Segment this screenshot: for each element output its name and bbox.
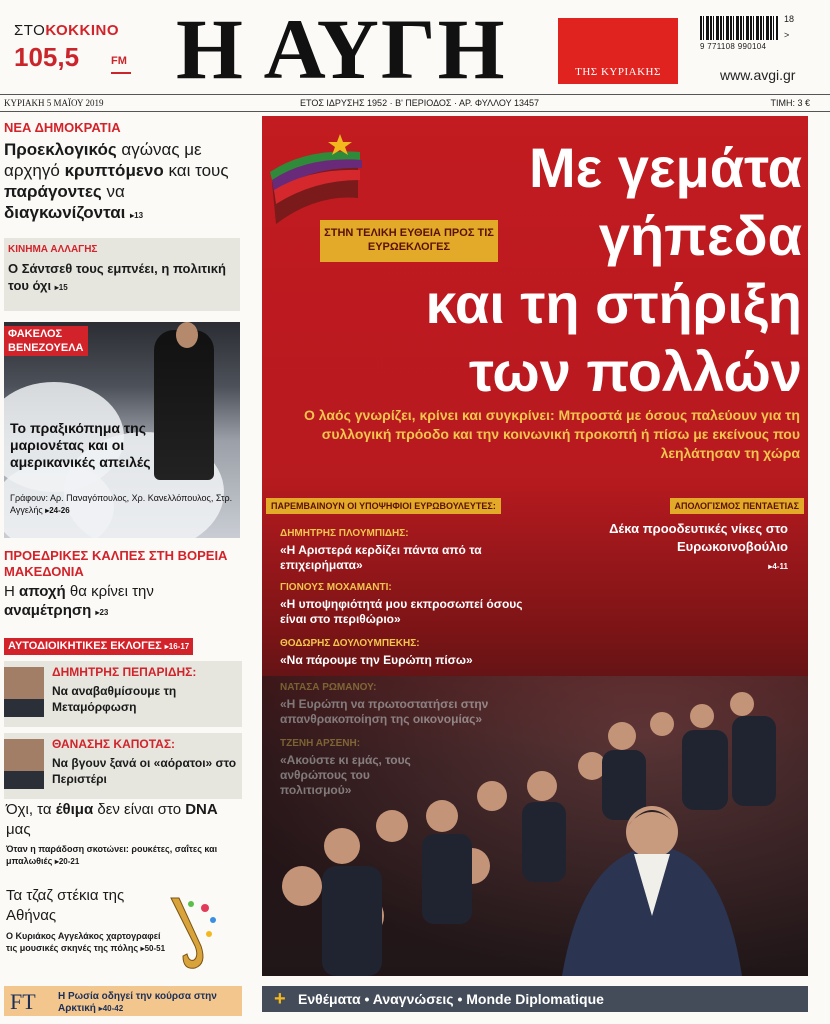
story-customs[interactable] bbox=[6, 800, 242, 868]
story-headline: Το πραξικόπημα της μαριονέτας και οι αμερικανικές απειλές bbox=[10, 420, 151, 470]
story-headline: Προεκλογικός αγώνας με αρχηγό κρυπτόμενο και τους παράγοντες να διαγκωνίζονται ▸13 bbox=[4, 140, 229, 222]
story-kicker: ΚΙΝΗΜΑ ΑΛΛΑΓΗΣ bbox=[8, 244, 98, 255]
issue-info: ΕΤΟΣ ΙΔΡΥΣΗΣ 1952 · Β' ΠΕΡΙΟΔΟΣ · ΑΡ. ΦΥΛΛΟΥ 13457 bbox=[300, 98, 539, 108]
candidate-quote: «Η Αριστερά κερδίζει πάντα από τα επιχειρήματα» bbox=[280, 543, 482, 572]
candidate-name: ΔΗΜΗΤΡΗΣ ΠΛΟΥΜΠΙΔΗΣ: bbox=[280, 528, 409, 539]
story-jazz[interactable] bbox=[6, 886, 242, 955]
story-subhead: Ο Κυριάκος Αγγελάκος χαρτογραφεί τις μουσικές σκηνές της πόλης ▸50-51 bbox=[6, 931, 166, 953]
evaluation-title: Δέκα προοδευτικές νίκες στο Ευρωκοινοβούλιο bbox=[609, 521, 788, 554]
candidate-quote: Να βγουν ξανά οι «αόρατοι» στο Περιστέρι bbox=[52, 756, 237, 786]
candidate-item[interactable] bbox=[4, 733, 242, 799]
radio-band: FM bbox=[111, 55, 127, 67]
headline-line: Με γεμάτα bbox=[528, 136, 802, 199]
page-ref: ▸15 bbox=[54, 283, 68, 292]
page-ref: ▸4-11 bbox=[768, 562, 788, 571]
story-ft[interactable] bbox=[4, 986, 242, 1016]
barcode bbox=[700, 16, 778, 40]
edition-label: ΤΗΣ ΚΥΡΙΑΚΗΣ bbox=[575, 66, 661, 78]
page-ref: ▸24-26 bbox=[45, 506, 70, 515]
story-subhead: Όταν η παράδοση σκοτώνει: ρουκέτες, σαΐτες και μπαλωθιές ▸20-21 bbox=[6, 844, 218, 866]
story-kicker: ΝΕΑ ΔΗΜΟΚΡΑΤΙΑ bbox=[4, 120, 121, 135]
page-ref: ▸40-42 bbox=[98, 1004, 124, 1013]
candidates-tag: ΠΑΡΕΜΒΑΙΝΟΥΝ ΟΙ ΥΠΟΨΗΦΙΟΙ ΕΥΡΩΒΟΥΛΕΥΤΕΣ: bbox=[266, 498, 501, 514]
barcode-number: 9 771108 990104 bbox=[700, 42, 767, 51]
candidate-quote: «Να πάρουμε την Ευρώπη πίσω» bbox=[280, 653, 473, 667]
plus-icon: + bbox=[274, 988, 286, 1010]
section-tag: ΦΑΚΕΛΟΣ ΒΕΝΕΖΟΥΕΛΑ bbox=[4, 326, 88, 356]
crowd-photo bbox=[262, 676, 808, 976]
candidate-item[interactable] bbox=[4, 661, 242, 727]
radio-brand-plain: ΣΤΟ bbox=[14, 22, 46, 39]
page-ref: ▸20-21 bbox=[54, 857, 80, 866]
candidate-name: ΘΟΔΩΡΗΣ ΔΟΥΛΟΥΜΠΕΚΗΣ: bbox=[280, 638, 420, 649]
main-kicker: ΣΤΗΝ ΤΕΛΙΚΗ ΕΥΘΕΙΑ ΠΡΟΣ ΤΙΣ ΕΥΡΩΕΚΛΟΓΕΣ bbox=[320, 220, 498, 262]
issue-price: ΤΙΜΗ: 3 € bbox=[770, 98, 810, 108]
story-headline: Ο Σάντσεθ τους εμπνέει, η πολιτική του όχι ▸15 bbox=[8, 261, 226, 293]
story-headline: Τα τζαζ στέκια της Αθήνας bbox=[6, 887, 125, 924]
headline-line: των πολλών bbox=[468, 340, 802, 403]
story-venezuela[interactable] bbox=[4, 322, 240, 538]
radio-ad[interactable] bbox=[14, 22, 132, 73]
saxophone-icon bbox=[161, 894, 221, 974]
story-headline: Η Ρωσία οδηγεί την κούρσα στην Αρκτική ▸40-42 bbox=[58, 991, 217, 1014]
newspaper-title: Η ΑΥΓΗ bbox=[176, 1, 507, 97]
story-kicker: ΠΡΟΕΔΡΙΚΕΣ ΚΑΛΠΕΣ ΣΤΗ ΒΟΡΕΙΑ ΜΑΚΕΔΟΝΙΑ bbox=[4, 548, 228, 579]
page-ref: ▸13 bbox=[130, 211, 144, 220]
radio-band-underline bbox=[111, 72, 131, 74]
main-headline bbox=[382, 134, 802, 406]
page-ref: ▸23 bbox=[95, 608, 109, 617]
candidate-name: ΓΙΟΝΟΥΣ ΜΟΧΑΜΑΝΤΙ: bbox=[280, 582, 392, 593]
issue-arrow-icon: > bbox=[784, 30, 790, 40]
evaluation-tag: ΑΠΟΛΟΓΙΣΜΟΣ ΠΕΝΤΑΕΤΙΑΣ bbox=[670, 498, 804, 514]
story-kinima-allagis[interactable] bbox=[4, 238, 240, 311]
candidate-quote: Να αναβαθμίσουμε τη Μεταμόρφωση bbox=[52, 684, 177, 714]
story-local-elections[interactable] bbox=[4, 636, 242, 799]
candidate-name: ΘΑΝΑΣΗΣ ΚΑΠΟΤΑΣ: bbox=[52, 737, 176, 751]
page-ref: ▸50-51 bbox=[140, 944, 166, 953]
story-headline: Όχι, τα έθιμα δεν είναι στο DNA μας bbox=[6, 801, 218, 838]
candidate-quote: «Η υποψηφιότητά μου εκπροσωπεί όσους είναι στο περιθώριο» bbox=[280, 597, 523, 626]
radio-brand bbox=[14, 22, 132, 39]
radio-brand-red: ΚΟΚΚΙΝΟ bbox=[45, 22, 119, 39]
main-lead: Ο λαός γνωρίζει, κρίνει και συγκρίνει: Μπροστά με όσους παλεύουν για τη συλλογική πρόοδο και την κοινωνική προκοπή ή πίσω με εκείνους που λεηλάτησαν τη χώρα bbox=[304, 407, 800, 461]
supplements-bar[interactable] bbox=[262, 986, 808, 1012]
candidate-photo bbox=[4, 667, 44, 717]
story-byline: Γράφουν: Αρ. Παναγόπουλος, Χρ. Κανελλόπουλος, Στρ. Αγγελής ▸24-26 bbox=[10, 493, 233, 515]
headline-line: και τη στήριξη bbox=[425, 272, 802, 335]
story-nea-dimokratia[interactable] bbox=[4, 120, 244, 226]
ft-logo: FT bbox=[10, 989, 36, 1014]
photo-man bbox=[154, 330, 214, 480]
masthead bbox=[0, 0, 830, 97]
website-link[interactable]: www.avgi.gr bbox=[720, 67, 796, 83]
issue-date: ΚΥΡΙΑΚΗ 5 ΜΑΪΟΥ 2019 bbox=[4, 98, 104, 108]
candidate-photo bbox=[4, 739, 44, 789]
issue-code: 18 bbox=[784, 14, 795, 24]
supplements-text: Ενθέματα • Αναγνώσεις • Monde Diplomatique bbox=[298, 991, 604, 1007]
main-story[interactable] bbox=[262, 116, 808, 976]
story-headline: Η αποχή θα κρίνει την αναμέτρηση ▸23 bbox=[4, 583, 154, 619]
radio-frequency: 105,5 bbox=[14, 42, 80, 72]
headline-line: γήπεδα bbox=[598, 204, 802, 267]
page-ref: ▸16-17 bbox=[164, 642, 190, 651]
candidate-name: ΔΗΜΗΤΡΗΣ ΠΕΠΑΡΙΔΗΣ: bbox=[52, 665, 197, 679]
edition-box bbox=[558, 18, 678, 84]
photo-man-head bbox=[176, 322, 198, 348]
story-north-macedonia[interactable] bbox=[4, 548, 244, 622]
date-bar bbox=[0, 94, 830, 112]
section-tag: ΑΥΤΟΔΙΟΙΚΗΤΙΚΕΣ ΕΚΛΟΓΕΣ ▸16-17 bbox=[4, 638, 193, 655]
